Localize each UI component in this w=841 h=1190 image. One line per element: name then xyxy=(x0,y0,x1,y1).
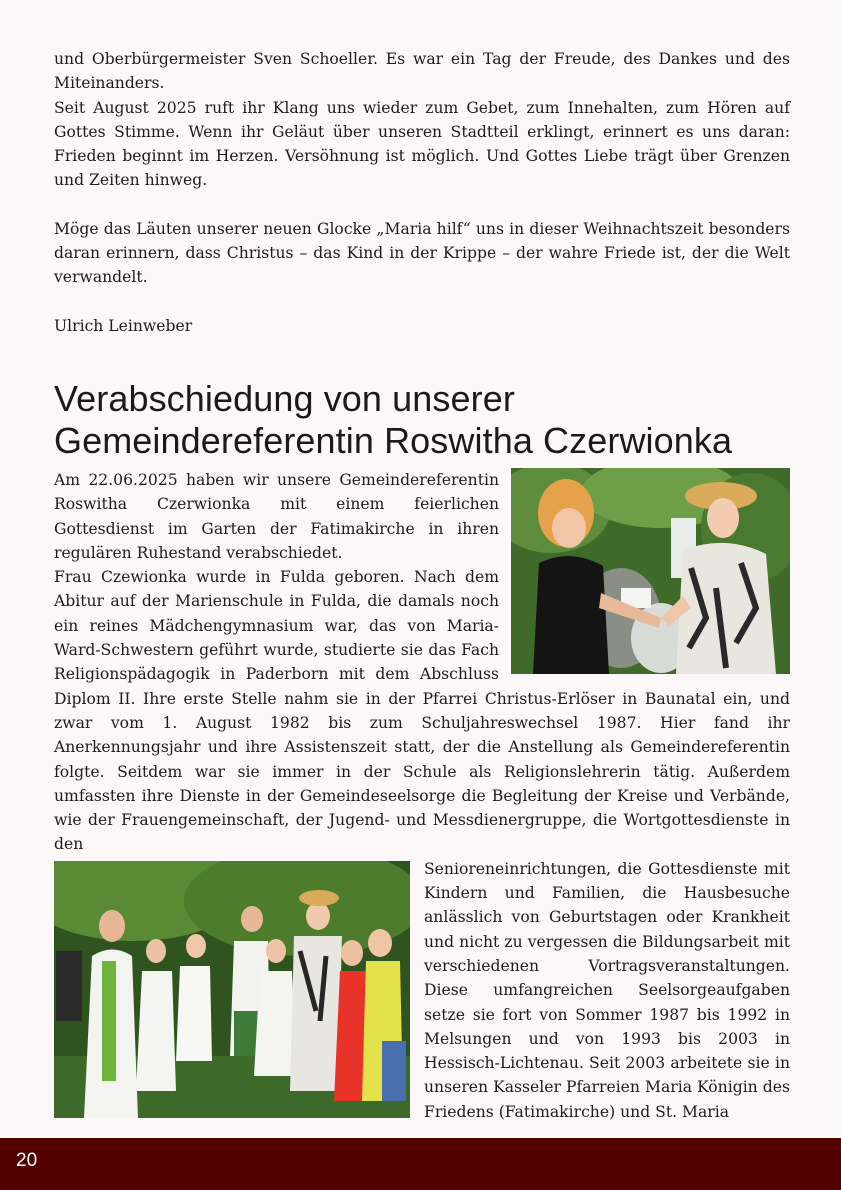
page-footer xyxy=(0,1138,841,1190)
page-number: 20 xyxy=(16,1150,38,1171)
intro-paragraph-1: und Oberbürgermeister Sven Schoeller. Es war ein Tag der Freude, des Dankes und des Miteinanders. xyxy=(54,50,790,93)
handshake-photo xyxy=(511,468,790,674)
article-title: Verabschiedung von unserer Gemeindereferentin Roswitha Czerwionka xyxy=(54,377,733,461)
intro-paragraph-3: Möge das Läuten unserer neuen Glocke „Maria hilf“ uns in dieser Weihnachtszeit besonders daran erinnern, dass Christus – das Kind in der Krippe – der wahre Friede ist, der die Welt verwandelt. xyxy=(54,219,790,287)
article-paragraph-2b: Senioreneinrichtungen, die Gottesdienste mit Kindern und Familien, die Hausbesuche anlässlich von Geburtstagen oder Krankheit und nicht zu vergessen die Bildungsarbeit mit verschiedenen Vortragsveranstaltungen. Diese umfangreichen Seelsorgeaufgaben setze sie fort von Sommer 1987 bis 1992 in Melsungen und von 1993 bis 2003 in Hessisch-Lichtenau. Seit 2003 arbeitete sie in unseren Kasseler Pfarreien Maria Königin des Friedens (Fatimakirche) und St. Maria xyxy=(424,859,790,1121)
author-signature: Ulrich Leinweber xyxy=(54,316,193,335)
article-paragraph-2a: Frau Czewionka wurde in Fulda geboren. Nach dem Abitur auf der Marienschule in Fulda, die damals noch ein reines Mädchengymnasium war, das von Maria-Ward-Schwestern geführt wurde, studierte sie das Fach Religionspädagogik in Paderborn mit dem Abschluss Diplom II. Ihre erste Stelle nahm sie in der Pfarrei Christus-Erlöser in Baunatal ein, und zwar vom 1. August 1982 bis zum Schuljahreswechsel 1987. Hier fand ihr Anerkennungsjahr und ihre Assistenszeit statt, der die Anstellung als Gemeindereferentin folgte. Seitdem war sie immer in der Schule als Religionslehrerin tätig. Außerdem umfassten ihre Dienste in der Gemeindeseelsorge die Begleitung der Kreise und Verbände, wie der Frauengemeinschaft, der Jugend- und Messdienergruppe, die Wortgottesdienste in den xyxy=(54,568,790,854)
children-service-photo xyxy=(54,861,410,1118)
intro-paragraph-2: Seit August 2025 ruft ihr Klang uns wieder zum Gebet, zum Innehalten, zum Hören auf Gottes Stimme. Wenn ihr Geläut über unseren Stadtteil erklingt, erinnert es uns daran: Frieden beginnt im Herzen. Versöhnung ist möglich. Und Gottes Liebe trägt über Grenzen und Zeiten hinweg. xyxy=(54,98,790,190)
page-content xyxy=(54,47,790,1124)
article-paragraph-1: Am 22.06.2025 haben wir unsere Gemeindereferentin Roswitha Czerwionka mit einem feierlichen Gottesdienst im Garten der Fatimakirche in ihren regulären Ruhestand verabschiedet. xyxy=(54,470,499,562)
